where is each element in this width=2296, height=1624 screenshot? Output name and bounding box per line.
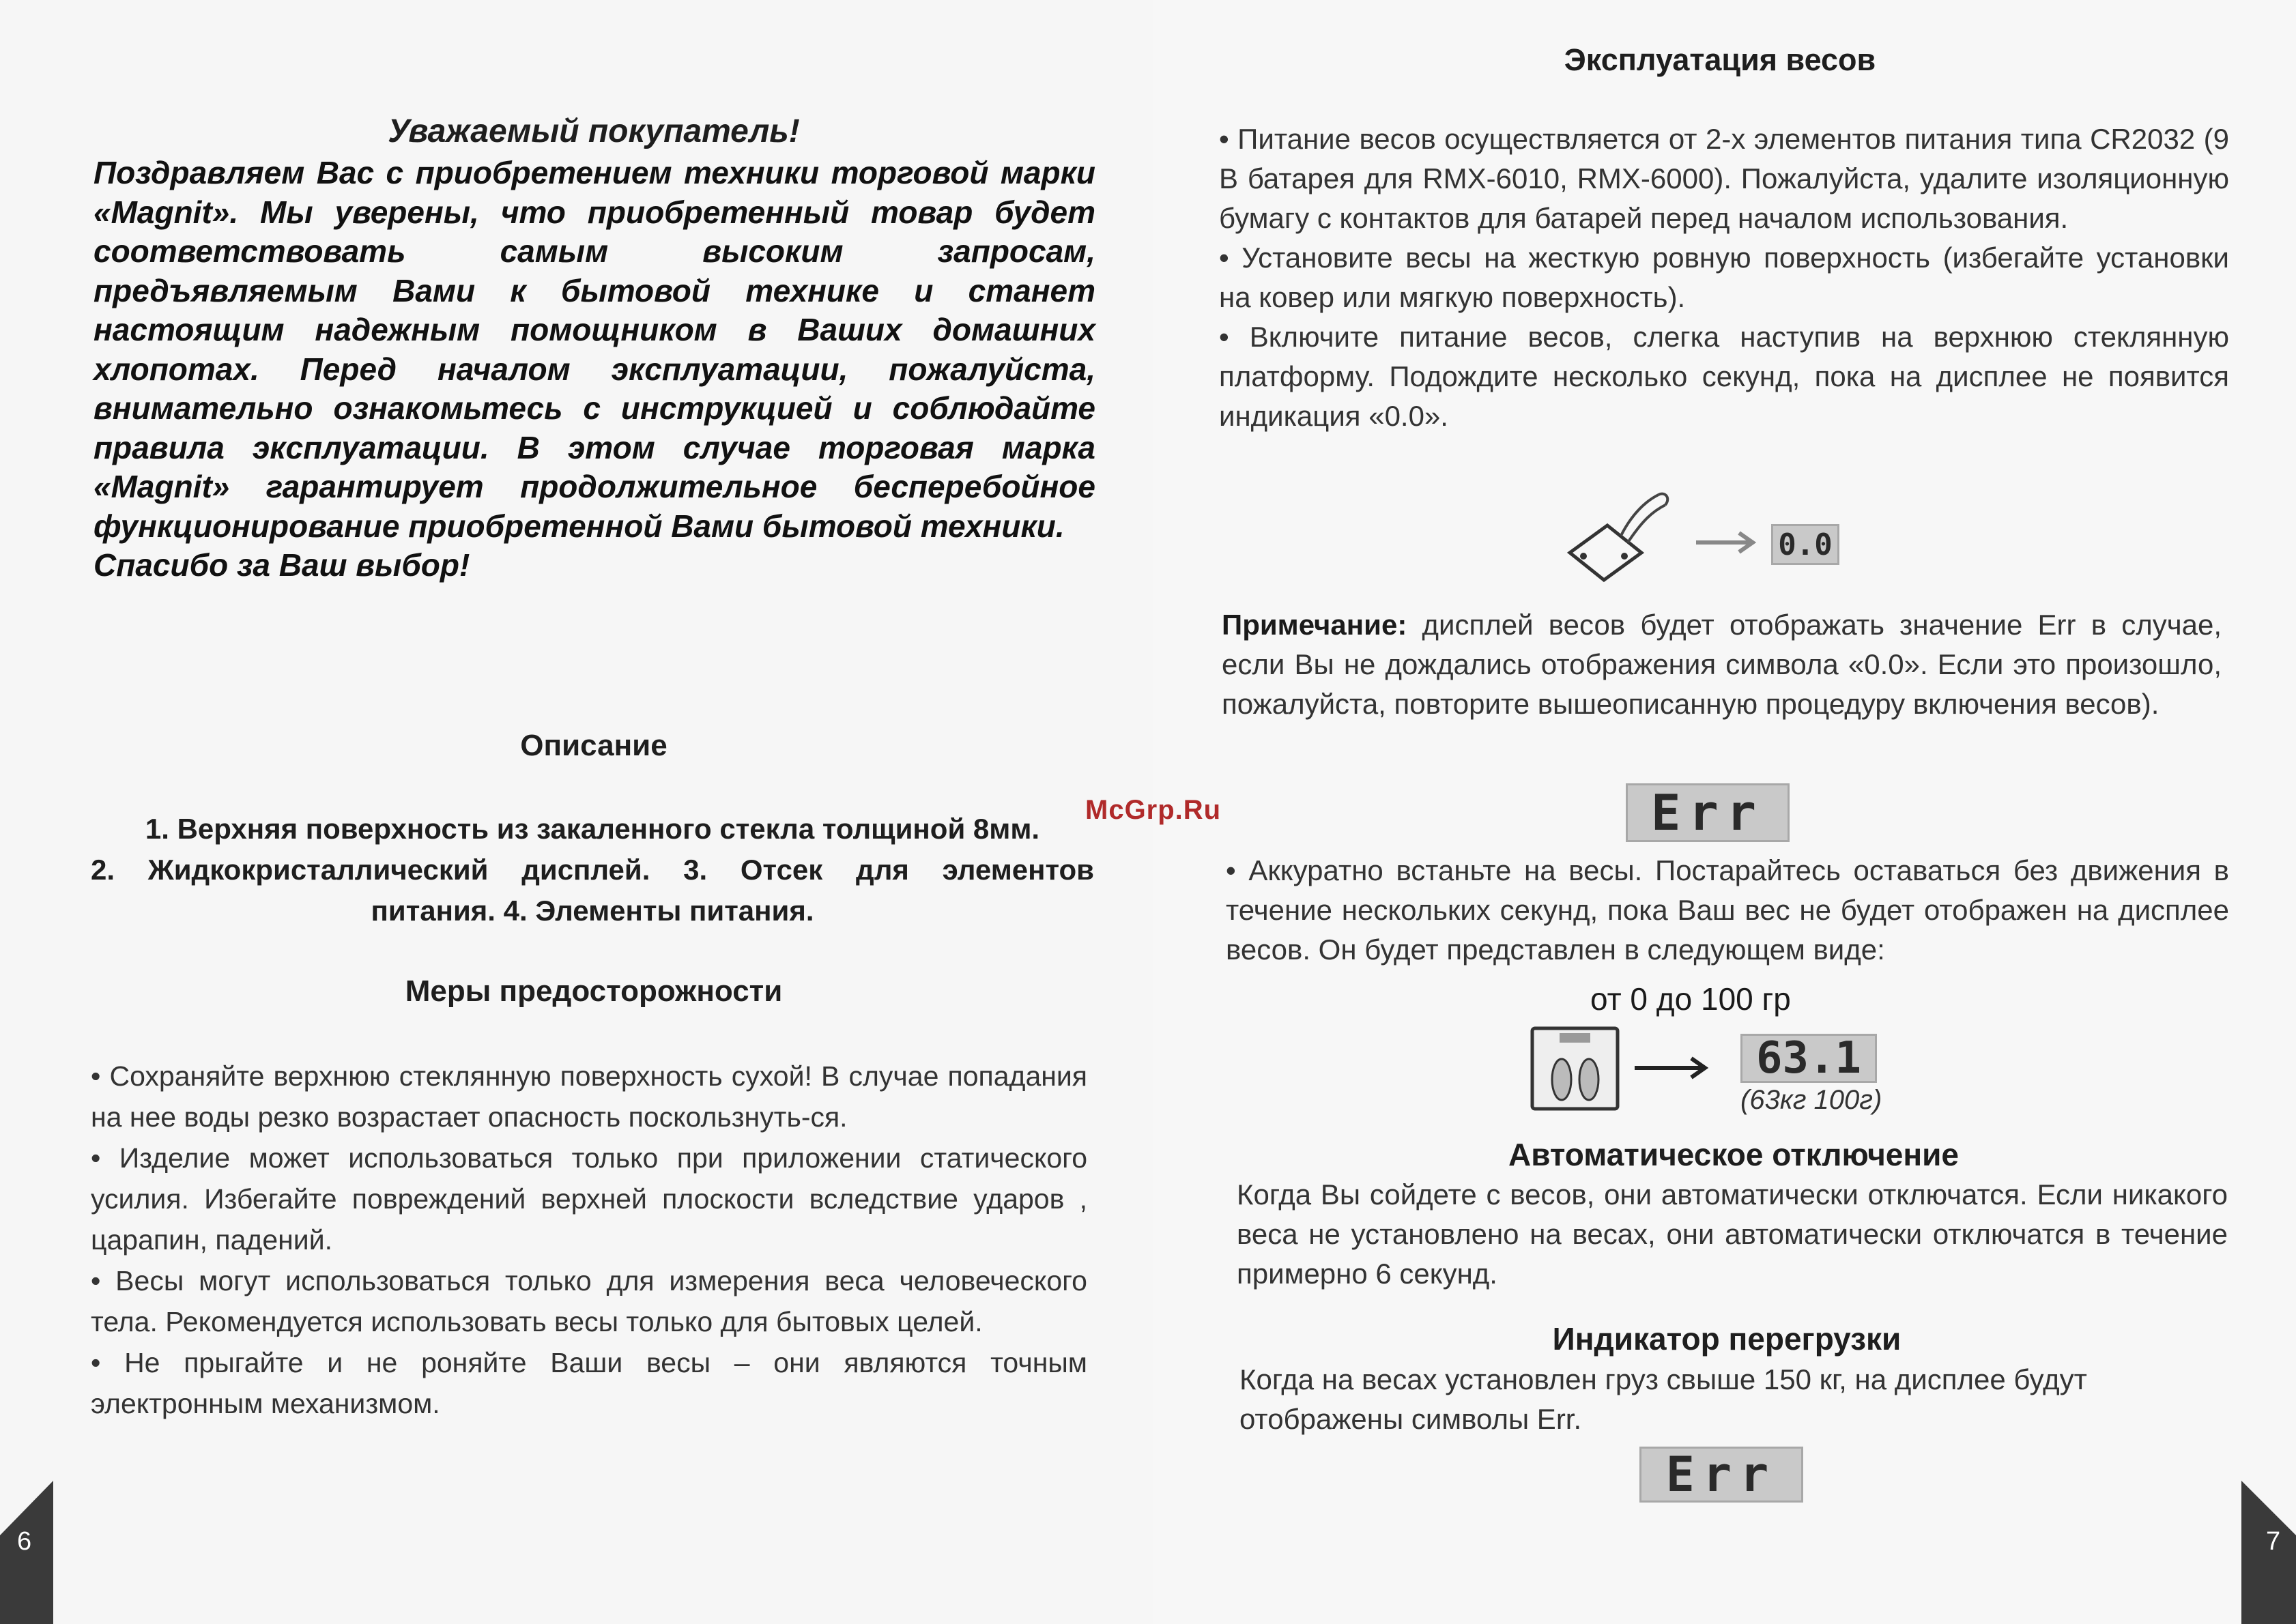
feet-on-scale-icon	[1529, 1025, 1624, 1114]
arrow-icon-2	[1631, 1054, 1713, 1082]
auto-off-text: Когда Вы сойдете с весов, они автоматически отключатся. Если никакого веса не установлено на весах, они автоматически отключатся в течение примерно 6 секунд.	[1237, 1178, 2228, 1290]
operation-list	[1219, 119, 2229, 436]
operation-heading: Эксплуатация весов	[1564, 42, 1876, 77]
lcd-display-err: Err	[1626, 783, 1790, 842]
operation-item-1: • Питание весов осуществляется от 2-х элементов питания типа CR2032 (9 В батарея для RMX-6010, RMX-6000). Пожалуйста, удалите изоляционную бумагу с контактов для батарей перед началом использования.	[1219, 123, 2229, 234]
description-line-1: 1. Верхняя поверхность из закаленного стекла толщиной 8мм.	[145, 813, 1040, 845]
arrow-icon	[1693, 529, 1761, 556]
greeting-title: Уважаемый покупатель!	[388, 113, 800, 149]
lcd-display-zero: 0.0	[1771, 524, 1839, 565]
page-number-right: 7	[2266, 1527, 2281, 1556]
lcd-display-err-2: Err	[1639, 1447, 1803, 1503]
step-on-scale-icon	[1556, 488, 1686, 590]
weight-caption: (63кг 100г)	[1740, 1085, 1882, 1115]
note-paragraph	[1222, 605, 2222, 724]
auto-off-heading: Автоматическое отключение	[1508, 1137, 1959, 1172]
description-list	[91, 809, 1094, 931]
watermark: McGrp.Ru	[1085, 795, 1222, 825]
greeting-body-text: Поздравляем Вас с приобретением техники торговой марки «Magnit». Мы уверены, что приобретенный товар будет соответствовать самым высоким запросам, предъявляемым Вами к бытовой технике и станет настоящим надежным помощником в Ваших домашних хлопотах. Перед началом эксплуатации, пожалуйста, внимательно ознакомьтесь с инструкцией и соблюдайте правила эксплуатации. В этом случае торговая марка «Magnit» гарантирует продолжительное бесперебойное функционирование приобретенной Вами бытовой техники.	[94, 155, 1095, 544]
right-page	[1153, 0, 2296, 1624]
note-label: Примечание:	[1222, 609, 1407, 641]
operation-item-3: • Включите питание весов, слегка наступив на верхнюю стеклянную платформу. Подождите несколько секунд, пока на дисплее не появится индикация «0.0».	[1219, 321, 2229, 432]
precaution-1: • Сохраняйте верхнюю стеклянную поверхность сухой! В случае попадания на нее воды резко возрастает опасность поскользнуть-ся.	[91, 1060, 1087, 1133]
description-line-3: питания. 4. Элементы питания.	[371, 895, 814, 927]
greeting-thanks: Спасибо за Ваш выбор!	[94, 547, 470, 583]
page-number-left: 6	[17, 1527, 32, 1556]
overload-text: Когда на весах установлен груз свыше 150 кг, на дисплее будут отображены символы Err.	[1239, 1363, 2087, 1435]
precautions-heading: Меры предосторожности	[405, 974, 783, 1008]
note-text: дисплей весов будет отображать значение Err в случае, если Вы не дождались отображения символа «0.0». Если это произошло, пожалуйста, повторите вышеописанную процедуру включения весов).	[1222, 609, 2222, 720]
operation-item-4: • Аккуратно встаньте на весы. Постарайтесь оставаться без движения в течение нескольких секунд, пока Ваш вес не будет отображен на дисплее весов. Он будет представлен в следующем виде:	[1226, 854, 2229, 966]
lcd-display-weight: 63.1	[1740, 1034, 1877, 1083]
precautions-list	[91, 1056, 1087, 1424]
overload-heading: Индикатор перегрузки	[1552, 1321, 1902, 1357]
description-line-2: 2. Жидкокристаллический дисплей. 3. Отсек для элементов	[91, 854, 1094, 886]
precaution-3: • Весы могут использоваться только для измерения веса человеческого тела. Рекомендуется использовать весы только для бытовых целей.	[91, 1265, 1087, 1337]
range-label: от 0 до 100 гр	[1590, 981, 1791, 1017]
greeting-body	[94, 154, 1095, 585]
precaution-2: • Изделие может использоваться только при приложении статического усилия. Избегайте повреждений верхней плоскости вследствие ударов , царапин, падений.	[91, 1142, 1087, 1256]
description-heading: Описание	[520, 729, 668, 762]
operation-item-2: • Установите весы на жесткую ровную поверхность (избегайте установки на ковер или мягкую поверхность).	[1219, 242, 2229, 313]
precaution-4: • Не прыгайте и не роняйте Ваши весы – они являются точным электронным механизмом.	[91, 1347, 1087, 1419]
